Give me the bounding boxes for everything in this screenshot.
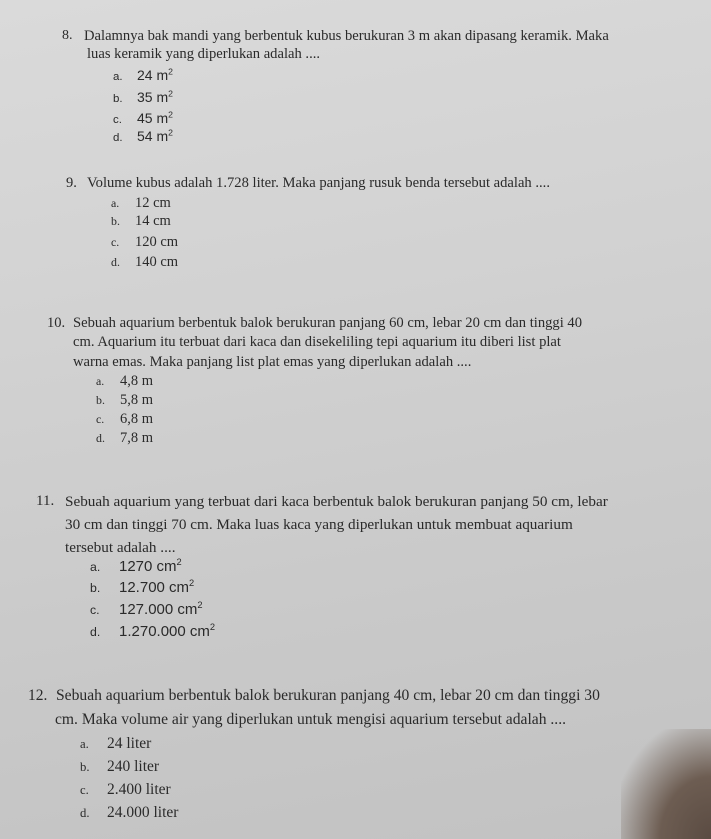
option-letter: a. [113,71,123,83]
option-value: 35 m [137,89,169,105]
option-letter: c. [96,412,105,426]
option-value: 127.000 cm [119,601,198,618]
question-number: 9. [66,175,77,191]
option-d[interactable] [80,805,178,821]
option-d[interactable] [96,431,153,446]
option-value: 7,8 m [120,430,154,446]
option-b[interactable] [96,393,153,408]
option-exponent: 2 [168,109,173,120]
option-exponent: 2 [168,127,173,138]
option-letter: b. [111,214,120,228]
option-value: 140 cm [135,254,179,270]
option-value: 4,8 m [120,373,154,389]
option-exponent: 2 [197,600,203,610]
option-exponent: 2 [168,88,173,99]
option-exponent: 2 [189,578,195,588]
question-text-line: Volume kubus adalah 1.728 liter. Maka panjang rusuk benda tersebut adalah .... [87,175,550,191]
option-value: 1.270.000 cm [119,623,210,640]
option-letter: c. [80,783,89,797]
option-a[interactable] [80,736,151,752]
option-c[interactable] [113,111,173,126]
option-value: 2.400 liter [107,781,171,798]
question-number: 12. [28,687,48,704]
option-d[interactable] [111,255,178,270]
option-c[interactable] [111,235,178,250]
option-letter: d. [111,255,120,269]
question-text-line: Sebuah aquarium yang terbuat dari kaca berbentuk balok berukuran panjang 50 cm, lebar [65,493,608,510]
question-text-line: Sebuah aquarium berbentuk balok berukuran panjang 40 cm, lebar 20 cm dan tinggi 30 [56,687,600,704]
question-text-line: Sebuah aquarium berbentuk balok berukuran panjang 60 cm, lebar 20 cm dan tinggi 40 [73,315,583,331]
option-letter: c. [111,235,120,249]
option-b[interactable] [113,90,173,105]
option-value: 24 liter [107,735,152,752]
option-letter: c. [90,603,100,617]
option-d[interactable] [113,129,173,144]
option-d[interactable] [90,624,215,639]
option-letter: a. [111,196,120,210]
option-c[interactable] [96,412,153,427]
question-text-line: cm. Maka volume air yang diperlukan untuk mengisi aquarium tersebut adalah .... [55,711,566,728]
option-value: 1270 cm [119,558,177,575]
question-text-line: Dalamnya bak mandi yang berbentuk kubus berukuran 3 m akan dipasang keramik. Maka [84,28,609,44]
question-text-line: tersebut adalah .... [65,539,176,556]
option-letter: a. [96,374,105,388]
question-number: 8. [62,28,73,43]
option-a[interactable] [96,374,153,389]
option-letter: b. [80,760,90,774]
question-number: 10. [47,315,66,331]
option-value: 14 cm [135,213,171,229]
option-a[interactable] [113,68,173,83]
option-letter: b. [113,93,123,105]
option-value: 24 m [137,67,169,83]
option-value: 5,8 m [120,392,154,408]
question-text-line: 30 cm dan tinggi 70 cm. Maka luas kaca yang diperlukan untuk membuat aquarium [65,516,573,533]
option-a[interactable] [90,559,182,574]
option-exponent: 2 [168,66,173,77]
photo-shadow [621,729,711,839]
option-value: 24.000 liter [107,804,179,821]
option-letter: d. [90,625,101,639]
question-number: 11. [36,493,55,509]
option-value: 12.700 cm [119,579,190,596]
option-value: 45 m [137,110,169,126]
option-c[interactable] [80,782,171,798]
option-letter: a. [90,560,101,574]
option-value: 240 liter [107,758,160,775]
option-letter: d. [96,431,105,445]
option-b[interactable] [90,580,194,595]
option-value: 54 m [137,128,169,144]
option-a[interactable] [111,196,171,211]
option-value: 12 cm [135,195,171,211]
option-b[interactable] [111,214,171,229]
option-c[interactable] [90,602,203,617]
option-letter: a. [80,737,89,751]
option-letter: d. [80,806,90,820]
option-letter: d. [113,132,123,144]
option-value: 6,8 m [120,411,154,427]
option-letter: b. [96,393,105,407]
option-letter: b. [90,581,101,595]
option-value: 120 cm [135,234,179,250]
option-b[interactable] [80,759,159,775]
question-text-line: cm. Aquarium itu terbuat dari kaca dan disekeliling tepi aquarium itu diberi list plat [73,334,561,350]
question-text-line: warna emas. Maka panjang list plat emas yang diperlukan adalah .... [73,354,472,370]
option-exponent: 2 [209,622,216,632]
option-exponent: 2 [176,557,182,567]
question-text-line: luas keramik yang diperlukan adalah .... [87,46,321,62]
option-letter: c. [113,114,122,126]
